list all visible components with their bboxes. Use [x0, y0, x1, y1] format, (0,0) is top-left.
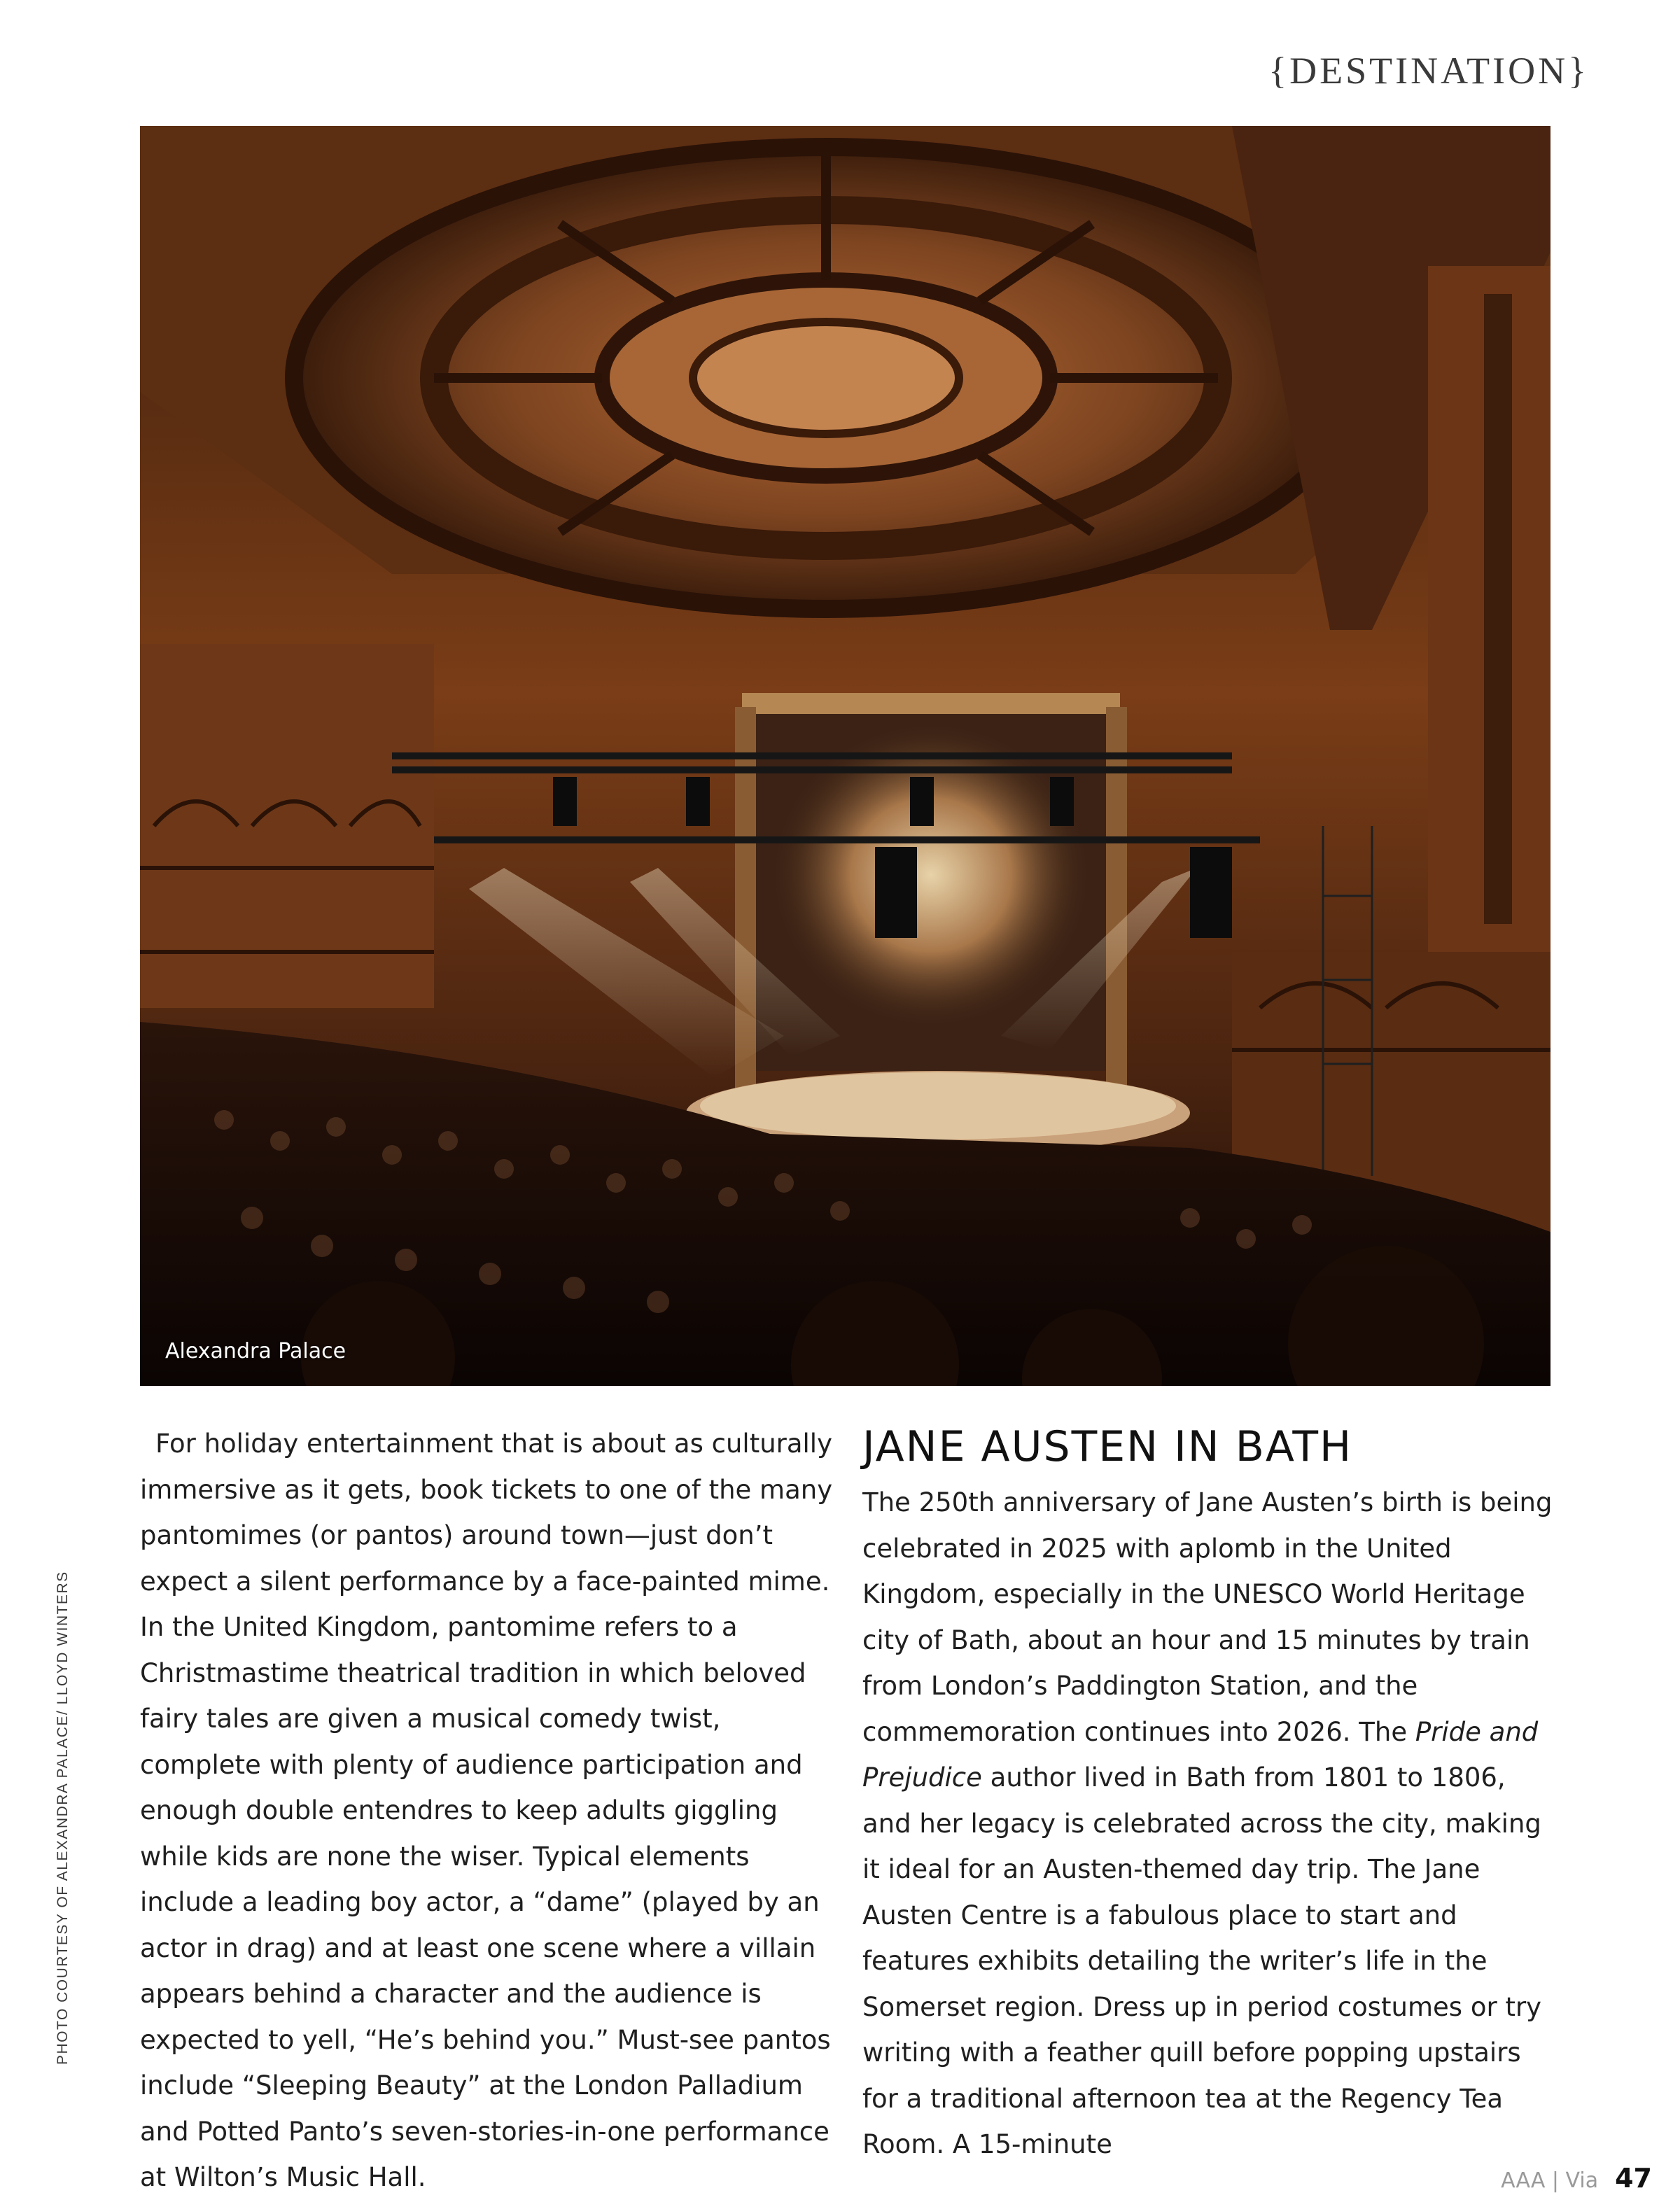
austen-text-start: The 250th anniversary of Jane Austen’s birth is being celebrated in 2025 with aplomb in the United Kingdom, especially in the UNESCO World Heritage city of Bath, about an hour and 15 minutes by train from London’s Paddington Station, and the commemoration continues into 2026. The — [862, 1487, 1553, 1747]
book-title: Pride and Prejudice — [862, 1716, 1539, 1793]
photo-caption: Alexandra Palace — [165, 1339, 346, 1363]
panto-paragraph: For holiday entertainment that is about as culturally immersive as it gets, book tickets to one of the many pantomimes (or pantos) around town—just don’t expect a silent performance by a face-painted mime. In the United Kingdom, pantomime refers to a Christmastime theatrical tradition in which beloved fairy tales are given a musical comedy twist, complete with plenty of audience participation and enough double entendres to keep adults giggling while kids are none the wiser. Typical elements include a leading boy actor, a “dame” (played by an actor in drag) and at least one scene where a villain appears behind a character and the audience is expected to yell, “He’s behind you.” Must-see pantos include “Sleeping Beauty” at the London Palladium and Potted Panto’s seven-stories-in-one performance at Wilton’s Music Hall. — [140, 1429, 833, 2192]
left-column — [140, 1421, 833, 2201]
section-heading: JANE AUSTEN IN BATH — [862, 1422, 1353, 1471]
section-tag: {DESTINATION} — [1268, 50, 1589, 92]
magazine-name: AAA | Via — [1501, 2168, 1599, 2193]
hero-photo — [140, 126, 1550, 1386]
page-footer — [1501, 2163, 1652, 2194]
austen-text-end: author lived in Bath from 1801 to 1806, and her legacy is celebrated across the city, making it ideal for an Austen-themed day trip. The Jane Austen Centre is a fabulous place to start and features exhibits detailing the writer’s life in the Somerset region. Dress up in period costumes or try writing with a feather quill before popping upstairs for a traditional afternoon tea at the Regency Tea Room. A 15-minute — [862, 1762, 1542, 2159]
photo-credit: PHOTO COURTESY OF ALEXANDRA PALACE/ LLOYD WINTERS — [55, 1571, 71, 2065]
page-number: 47 — [1615, 2163, 1652, 2194]
austen-paragraph — [862, 1480, 1555, 2168]
right-column — [862, 1421, 1555, 2168]
theater-illustration — [140, 126, 1550, 1386]
